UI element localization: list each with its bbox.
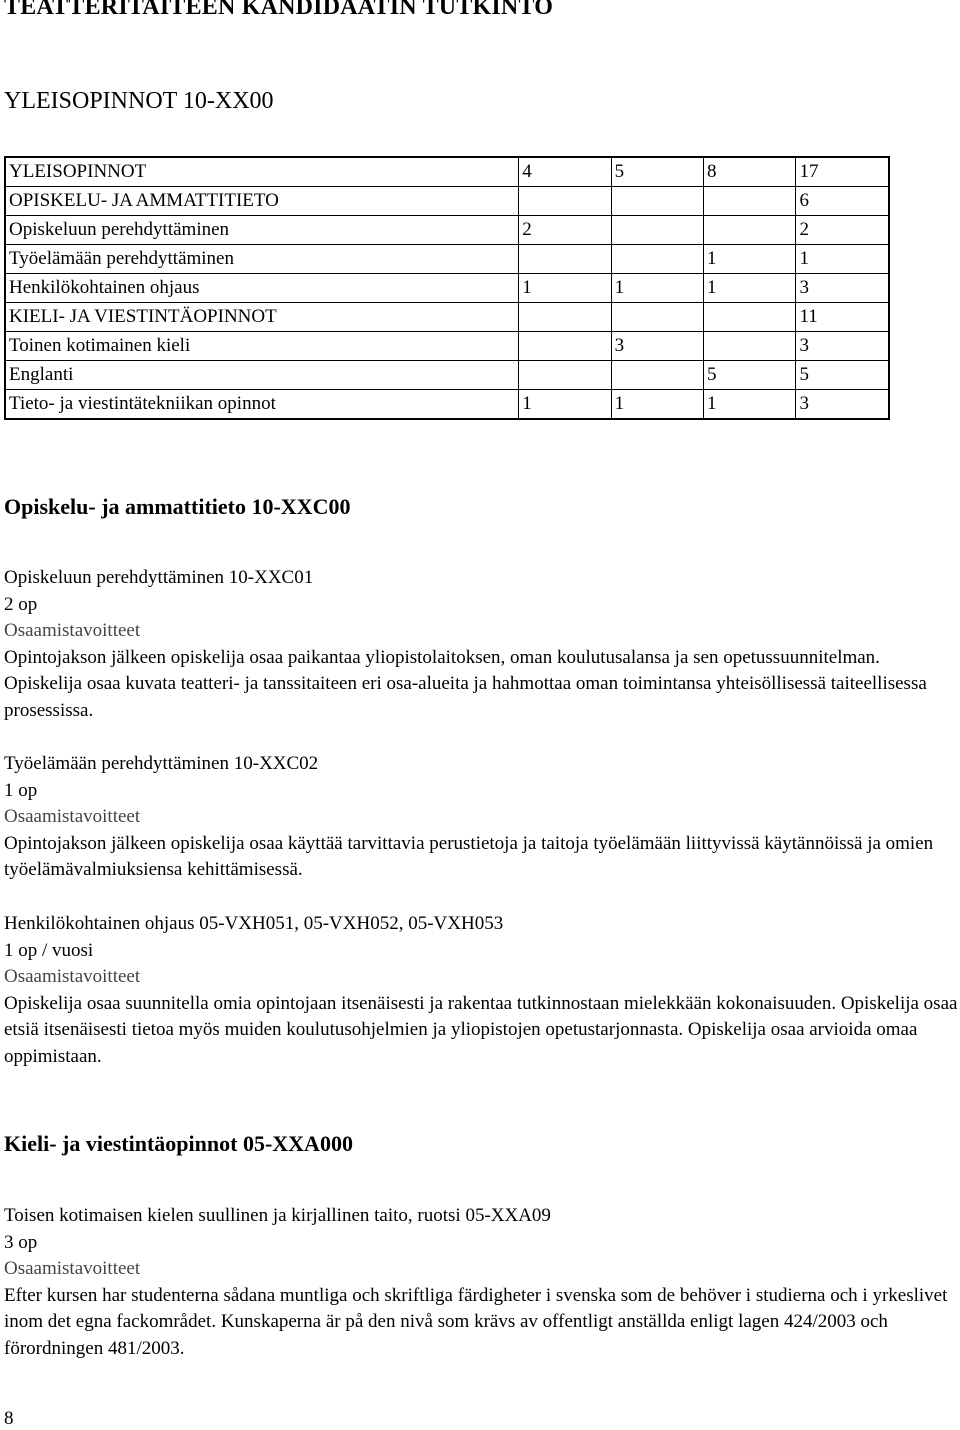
course-credits: 3 op bbox=[4, 1231, 38, 1253]
credits-cell-col2 bbox=[611, 187, 703, 216]
credits-cell-col3: 1 bbox=[704, 274, 796, 303]
credits-cell-col1 bbox=[519, 303, 611, 332]
credits-table-body bbox=[5, 157, 889, 419]
credits-cell-col2: 1 bbox=[611, 390, 703, 420]
credits-cell-col3 bbox=[704, 187, 796, 216]
credits-row bbox=[5, 303, 889, 332]
course-objectives-text: Opintojakson jälkeen opiskelija osaa paikantaa yliopistolaitoksen, oman koulutusalansa ja sen opetussuunnitelman. Opiskelija osaa kuvata teatteri- ja tanssitaiteen eri osa-alueita ja hahmottaa oman toimintansa yhteisöllisessä taiteellisessa prosessissa. bbox=[4, 646, 927, 721]
credits-row bbox=[5, 245, 889, 274]
credits-cell-col3 bbox=[704, 303, 796, 332]
credits-cell-total: 6 bbox=[796, 187, 889, 216]
credits-cell-total: 2 bbox=[796, 216, 889, 245]
credits-row bbox=[5, 390, 889, 420]
course-title: Opiskeluun perehdyttäminen 10-XXC01 bbox=[4, 567, 314, 588]
credits-cell-col3: 1 bbox=[704, 245, 796, 274]
credits-cell-total: 3 bbox=[796, 332, 889, 361]
credits-cell-col2 bbox=[611, 245, 703, 274]
document-title: TEATTERITAITEEN KANDIDAATIN TUTKINTO bbox=[4, 0, 554, 20]
credits-cell-col1: 4 bbox=[519, 157, 611, 187]
credits-cell-col2 bbox=[611, 303, 703, 332]
course-objectives-label: Osaamistavoitteet bbox=[4, 1258, 141, 1280]
course-objectives-label: Osaamistavoitteet bbox=[4, 806, 141, 828]
credits-cell-total: 3 bbox=[796, 274, 889, 303]
credits-cell-total: 11 bbox=[796, 303, 889, 332]
course-credits: 1 op / vuosi bbox=[4, 939, 94, 961]
credits-cell-col3: 1 bbox=[704, 390, 796, 420]
credits-row bbox=[5, 187, 889, 216]
course-block-henkilokohtainen bbox=[4, 911, 960, 1071]
credits-cell-col2: 3 bbox=[611, 332, 703, 361]
credits-cell-col1: 1 bbox=[519, 390, 611, 420]
credits-cell-col3: 8 bbox=[704, 157, 796, 187]
credits-cell-name: Toinen kotimainen kieli bbox=[5, 332, 519, 361]
credits-cell-col2: 1 bbox=[611, 274, 703, 303]
credits-cell-name: Tieto- ja viestintätekniikan opinnot bbox=[5, 390, 519, 420]
course-objectives-text: Opiskelija osaa suunnitella omia opintojaan itsenäisesti ja rakentaa tutkinnostaan mielekkään kokonaisuuden. Opiskelija osaa etsiä itsenäisesti tietoa myös muiden koulutusohjelmien ja yliopistojen opetustarjonnasta. Opiskelija osaa arvioida omaa oppimistaan. bbox=[4, 992, 958, 1067]
course-block-ruotsi bbox=[4, 1203, 956, 1363]
credits-cell-name: Englanti bbox=[5, 361, 519, 390]
section-heading-yleisopinnot: YLEISOPINNOT 10-XX00 bbox=[4, 88, 274, 114]
page-number: 8 bbox=[4, 1408, 14, 1429]
credits-cell-total: 1 bbox=[796, 245, 889, 274]
credits-cell-col3 bbox=[704, 332, 796, 361]
course-block-opiskeluun bbox=[4, 565, 956, 725]
course-block-tyoelamaan bbox=[4, 751, 956, 884]
credits-row bbox=[5, 274, 889, 303]
credits-cell-total: 3 bbox=[796, 390, 889, 420]
credits-row bbox=[5, 216, 889, 245]
credits-cell-name: Opiskeluun perehdyttäminen bbox=[5, 216, 519, 245]
credits-cell-col1 bbox=[519, 245, 611, 274]
credits-cell-col1: 1 bbox=[519, 274, 611, 303]
course-title: Työelämään perehdyttäminen 10-XXC02 bbox=[4, 753, 319, 774]
credits-cell-name: KIELI- JA VIESTINTÄOPINNOT bbox=[5, 303, 519, 332]
course-credits: 2 op bbox=[4, 593, 38, 615]
credits-row bbox=[5, 361, 889, 390]
credits-cell-total: 17 bbox=[796, 157, 889, 187]
course-objectives-label: Osaamistavoitteet bbox=[4, 620, 141, 642]
credits-cell-col1 bbox=[519, 332, 611, 361]
credits-cell-col1 bbox=[519, 187, 611, 216]
credits-row bbox=[5, 332, 889, 361]
credits-cell-col1: 2 bbox=[519, 216, 611, 245]
section-heading-opiskelu: Opiskelu- ja ammattitieto 10-XXC00 bbox=[4, 494, 351, 519]
course-objectives-label: Osaamistavoitteet bbox=[4, 966, 141, 988]
credits-cell-total: 5 bbox=[796, 361, 889, 390]
credits-row bbox=[5, 157, 889, 187]
credits-cell-name: Henkilökohtainen ohjaus bbox=[5, 274, 519, 303]
credits-cell-col2 bbox=[611, 216, 703, 245]
course-objectives-text: Opintojakson jälkeen opiskelija osaa käyttää tarvittavia perustietoja ja taitoja työelämään liittyvissä käytännöissä ja omien työelämävalmiuksiensa kehittämisessä. bbox=[4, 832, 934, 881]
credits-cell-col3 bbox=[704, 216, 796, 245]
credits-cell-name: OPISKELU- JA AMMATTITIETO bbox=[5, 187, 519, 216]
course-title: Henkilökohtainen ohjaus 05-VXH051, 05-VXH052, 05-VXH053 bbox=[4, 913, 504, 934]
credits-cell-col3: 5 bbox=[704, 361, 796, 390]
course-title: Toisen kotimaisen kielen suullinen ja kirjallinen taito, ruotsi 05-XXA09 bbox=[4, 1205, 551, 1226]
course-credits: 1 op bbox=[4, 779, 38, 801]
credits-cell-col2 bbox=[611, 361, 703, 390]
credits-cell-name: Työelämään perehdyttäminen bbox=[5, 245, 519, 274]
credits-cell-name: YLEISOPINNOT bbox=[5, 157, 519, 187]
credits-cell-col2: 5 bbox=[611, 157, 703, 187]
course-objectives-text: Efter kursen har studenterna sådana muntliga och skriftliga färdigheter i svenska som de behöver i studierna och i yrkeslivet inom det egna fackområdet. Kunskaperna är på den nivå som krävs av offentligt anställda enligt lagen 424/2003 och förordningen 481/2003. bbox=[4, 1284, 948, 1359]
credits-cell-col1 bbox=[519, 361, 611, 390]
credits-table bbox=[4, 156, 890, 420]
section-heading-kieli: Kieli- ja viestintäopinnot 05-XXA000 bbox=[4, 1131, 353, 1156]
